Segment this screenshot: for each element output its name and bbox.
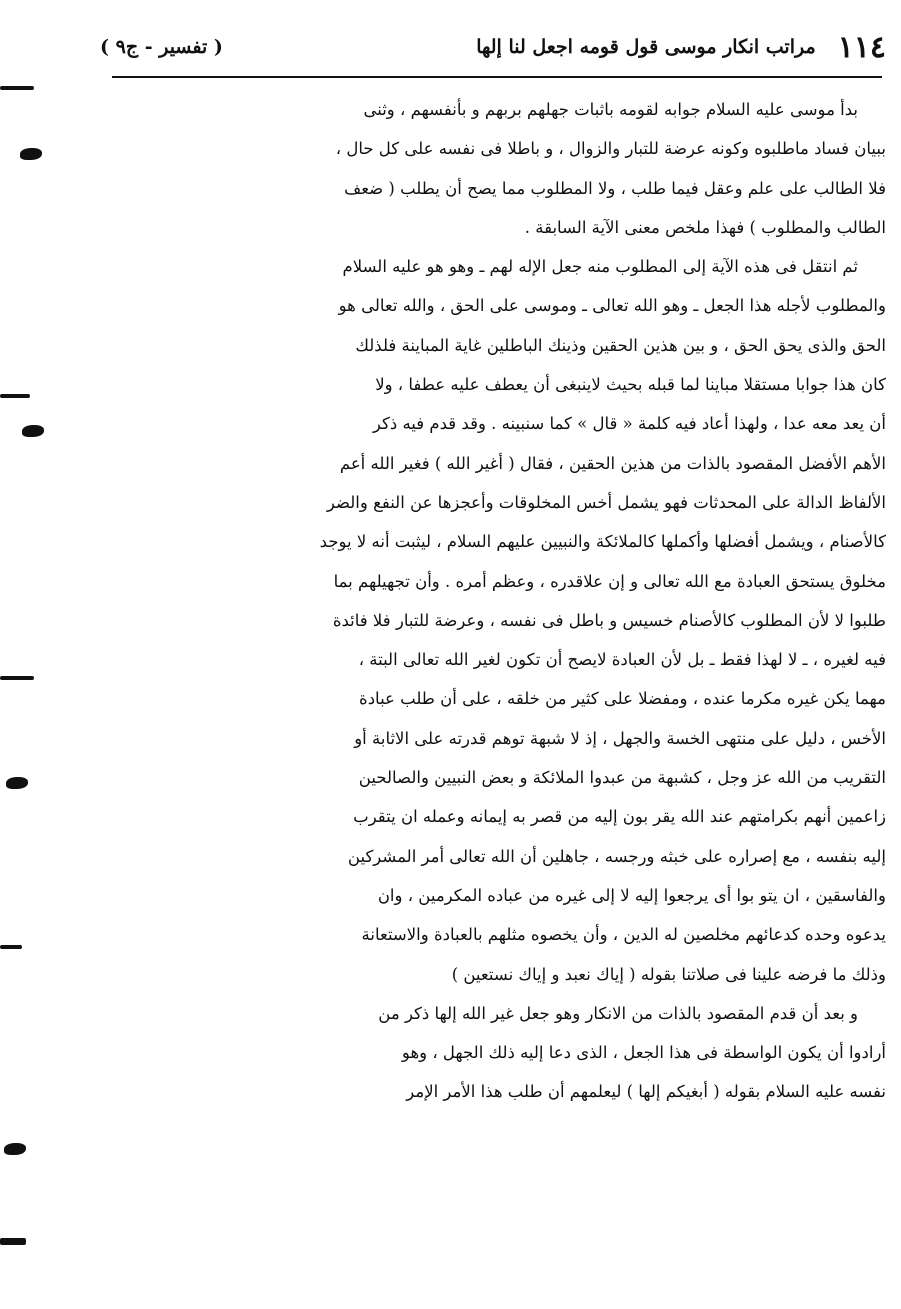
text-line: نفسه عليه السلام بقوله ( أبغيكم إلها ) ليعلمهم أن طلب هذا الأمر الإمر bbox=[406, 1082, 886, 1102]
text-line: الأخس ، دليل على منتهى الخسة والجهل ، إذ لا شبهة توهم قدرته على الاثابة أو bbox=[354, 728, 886, 748]
text-line: إليه بنفسه ، مع إصراره على خبثه ورجسه ، جاهلين أن الله تعالى أمر المشركين bbox=[347, 846, 886, 866]
margin-mark bbox=[0, 676, 34, 680]
margin-blot bbox=[22, 425, 44, 437]
text-line: مخلوق يستحق العبادة مع الله تعالى و إن علاقدره ، وعظم أمره . وأن تجهيلهم بما bbox=[333, 571, 886, 591]
text-line: كان هذا جوابا مستقلا مباينا لما قبله بحيث لاينبغى أن يعطف عليه عطفا ، ولا bbox=[375, 375, 886, 395]
text-line: الحق والذى يحق الحق ، و بين هذين الحقين وذينك الباطلين غاية المباينة فلذلك bbox=[355, 335, 886, 355]
text-line: الطالب والمطلوب ) فهذا ملخص معنى الآية السابقة . bbox=[524, 217, 886, 237]
running-title: مراتب انكار موسى قول قومه اجعل لنا إلها bbox=[476, 36, 816, 58]
margin-blot bbox=[4, 1143, 26, 1155]
text-line: ثم انتقل فى هذه الآية إلى المطلوب منه جعل الإله لهم ـ وهو هو عليه السلام bbox=[342, 257, 858, 277]
margin-mark bbox=[0, 394, 30, 398]
text-line: زاعمين أنهم بكرامتهم عند الله يقر بون إليه من قصر به إيمانه وعمله ان يتقرب bbox=[353, 807, 886, 827]
margin-mark bbox=[0, 1238, 26, 1245]
volume-tag: ( تفسير - ج٩ ) bbox=[100, 36, 223, 58]
text-line: أرادوا أن يكون الواسطة فى هذا الجعل ، الذى دعا إليه ذلك الجهل ، وهو bbox=[401, 1043, 886, 1063]
text-line: الألفاظ الدالة على المحدثات فهو يشمل أخس المخلوقات وأعجزها عن النفع والضر bbox=[326, 492, 886, 512]
text-line: بدأ موسى عليه السلام جوابه لقومه باثبات جهلهم بربهم و بأنفسهم ، وثنى bbox=[363, 100, 858, 119]
margin-mark bbox=[0, 86, 34, 90]
text-line: يدعوه وحده كدعائهم مخلصين له الدين ، وأن يخصوه مثلهم بالعبادة والاستعانة bbox=[361, 925, 886, 945]
text-line: وذلك ما فرضه علينا فى صلاتنا بقوله ( إياك نعبد و إياك نستعين ) bbox=[451, 964, 886, 984]
page-header bbox=[100, 22, 886, 72]
text-line: والمطلوب لأجله هذا الجعل ـ وهو الله تعالى ـ وموسى على الحق ، والله تعالى هو bbox=[338, 296, 886, 316]
margin-blot bbox=[6, 777, 28, 789]
text-line: طلبوا لا لأن المطلوب كالأصنام خسيس و باطل فى نفسه ، وعرضة للتبار فلا فائدة bbox=[332, 610, 886, 630]
margin-mark bbox=[0, 945, 22, 949]
text-line: أن يعد معه عدا ، ولهذا أعاد فيه كلمة « قال » كما سنبينه . وقد قدم فيه ذكر bbox=[372, 414, 886, 434]
text-line: و بعد أن قدم المقصود بالذات من الانكار وهو جعل غير الله إلها ذكر من bbox=[378, 1003, 858, 1023]
text-line: ببيان فساد ماطلبوه وكونه عرضة للتبار والزوال ، و باطلا فى نفسه على كل حال ، bbox=[335, 139, 886, 159]
page-number: ١١٤ bbox=[837, 29, 886, 65]
body-text bbox=[100, 90, 886, 1300]
text-line: التقريب من الله عز وجل ، كشبهة من عبدوا الملائكة و بعض النبيين والصالحين bbox=[358, 768, 886, 788]
text-line: فلا الطالب على علم وعقل فيما طلب ، ولا المطلوب مما يصح أن يطلب ( ضعف bbox=[344, 178, 886, 198]
text-line: مهما يكن غيره مكرما عنده ، ومفضلا على كثير من خلقه ، على أن طلب عبادة bbox=[359, 689, 886, 709]
text-line: فيه لغيره ، ـ لا لهذا فقط ـ بل لأن العبادة لايصح أن تكون لغير الله تعالى البتة ، bbox=[358, 650, 886, 670]
text-line: والفاسقين ، ان يتو بوا أى يرجعوا إليه لا إلى غيره من عباده المكرمين ، وان bbox=[377, 885, 886, 905]
text-line: كالأصنام ، ويشمل أفضلها وأكملها كالملائكة والنبيين عليهم السلام ، ليثبت أنه لا يوجد bbox=[319, 532, 886, 552]
header-rule bbox=[112, 76, 882, 78]
margin-blot bbox=[20, 148, 42, 160]
text-line: الأهم الأفضل المقصود بالذات من هذين الحقين ، فقال ( أغير الله ) فغير الله أعم bbox=[339, 453, 886, 473]
